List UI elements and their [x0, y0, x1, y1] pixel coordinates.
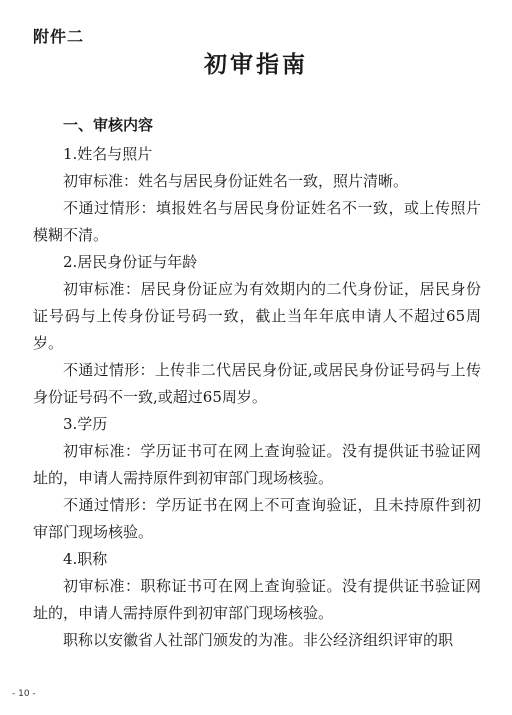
paragraph-id-age-fail: 不通过情形：上传非二代居民身份证,或居民身份证号码与上传身份证号码不一致,或超过65周岁。 [33, 361, 481, 406]
paragraph-title-standard: 初审标准：职称证书可在网上查询验证。没有提供证书验证网址的，申请人需持原件到初审部门现场核验。 [33, 577, 481, 622]
section-heading: 一、审核内容 [63, 116, 154, 134]
document-title: 初审指南 [204, 52, 308, 78]
item-subheading-id-age: 2.居民身份证与年龄 [63, 253, 198, 271]
paragraph-id-age-standard: 初审标准：居民身份证应为有效期内的二代身份证，居民身份证号码与上传身份证号码一致，截止当年年底申请人不超过65周岁。 [33, 280, 481, 352]
paragraph-title-note: 职称以安徽省人社部门颁发的为准。非公经济组织评审的职 [63, 631, 454, 649]
document-body [33, 112, 481, 654]
page-number: - 10 - [12, 689, 36, 699]
paragraph-education-fail: 不通过情形：学历证书在网上不可查询验证，且未持原件到初审部门现场核验。 [33, 496, 481, 541]
attachment-label: 附件二 [33, 27, 85, 46]
paragraph-name-photo-fail: 不通过情形：填报姓名与居民身份证姓名不一致，或上传照片模糊不清。 [33, 199, 481, 244]
paragraph-education-standard: 初审标准：学历证书可在网上查询验证。没有提供证书验证网址的，申请人需持原件到初审部门现场核验。 [33, 442, 481, 487]
item-subheading-education: 3.学历 [63, 415, 108, 433]
item-subheading-title: 4.职称 [63, 550, 108, 568]
item-subheading-name-photo: 1.姓名与照片 [63, 145, 153, 163]
paragraph-name-photo-standard: 初审标准：姓名与居民身份证姓名一致，照片清晰。 [63, 172, 409, 190]
